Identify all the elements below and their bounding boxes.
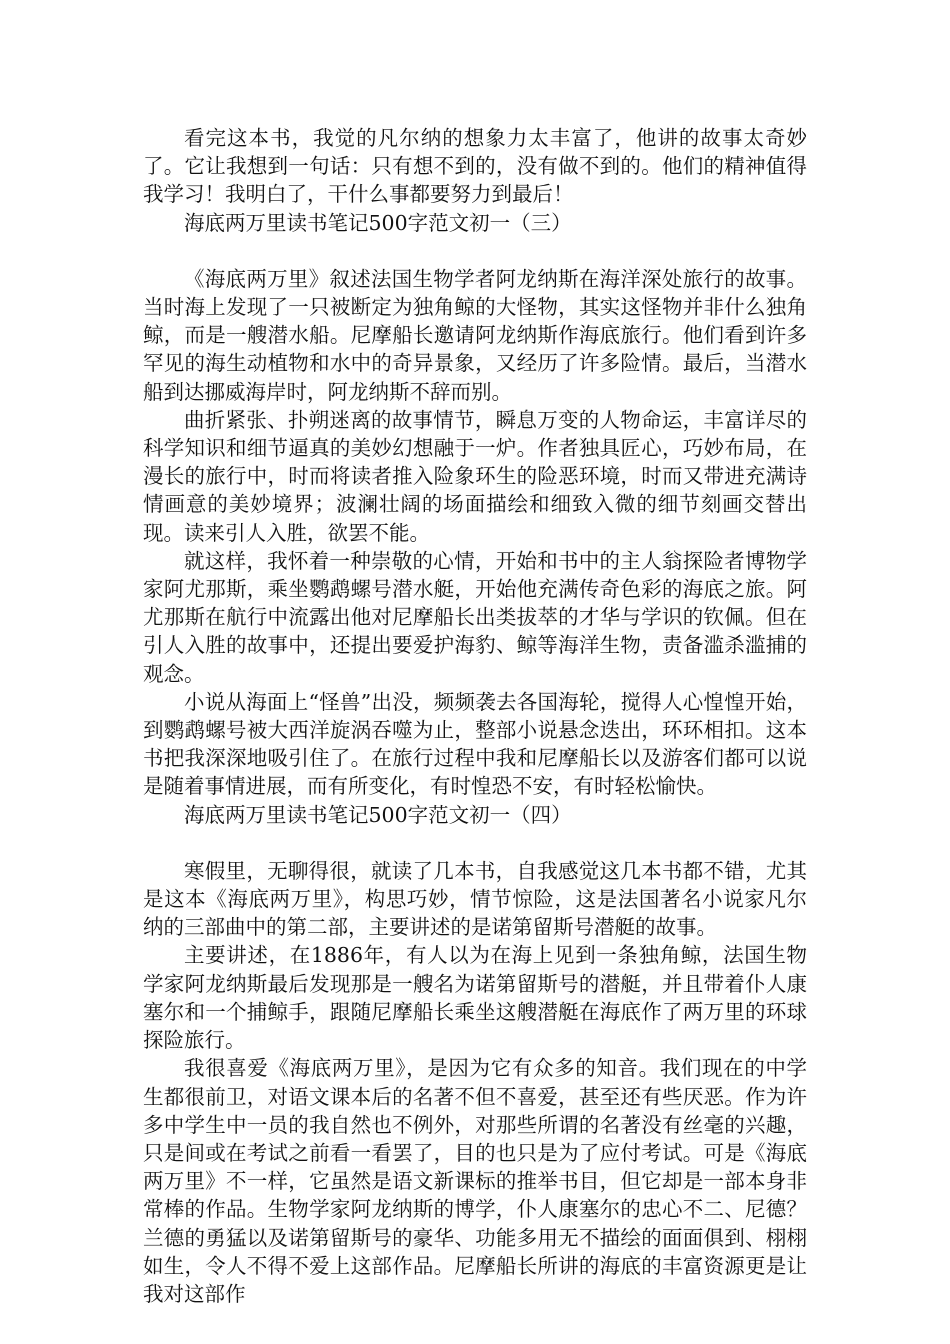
paragraph-suspense: 小说从海面上“怪兽”出没，频频袭去各国海轮，搅得人心惶惶开始，到鹦鹉螺号被大西洋旋涡吞噬为止，整部小说悬念迭出，环环相扣。这本书把我深深地吸引住了。在旅行过程中我和尼摩船长以及游客们都可以说是随着事情进展，而有所变化，有时惶恐不安，有时轻松愉快。	[143, 689, 807, 799]
section-heading-4: 海底两万里读书笔记500字范文初一（四）	[184, 802, 572, 827]
section-heading-3: 海底两万里读书笔记500字范文初一（三）	[184, 210, 572, 235]
document-body	[143, 124, 807, 1308]
paragraph-story: 主要讲述，在1886年，有人以为在海上见到一条独角鲸，法国生物学家阿龙纳斯最后发现那是一艘名为诺第留斯号的潜艇，并且带着仆人康塞尔和一个捕鲸手，跟随尼摩船长乘坐这艘潜艇在海底作了两万里的环球探险旅行。	[143, 943, 807, 1053]
paragraph-summary: 《海底两万里》叙述法国生物学者阿龙纳斯在海洋深处旅行的故事。当时海上发现了一只被断定为独角鲸的大怪物，其实这怪物并非什么独角鲸，而是一艘潜水船。尼摩船长邀请阿龙纳斯作海底旅行。他们看到许多罕见的海生动植物和水中的奇异景象，又经历了许多险情。最后，当潜水船到达挪威海岸时，阿龙纳斯不辞而别。	[143, 266, 807, 404]
paragraph-reflection: 我很喜爱《海底两万里》，是因为它有众多的知音。我们现在的中学生都很前卫，对语文课本后的名著不但不喜爱，甚至还有些厌恶。作为许多中学生中一员的我自然也不例外，对那些所谓的名著没有丝毫的兴趣，只是间或在考试之前看一看罢了，目的也只是为了应付考试。可是《海底两万里》不一样，它虽然是语文新课标的推举书目，但它却是一部本身非常棒的作品。生物学家阿龙纳斯的博学，仆人康塞尔的忠心不二、尼德？兰德的勇猛以及诺第留斯号的豪华、功能多用无不描绘的面面俱到、栩栩如生，令人不得不爱上这部作品。尼摩船长所讲的海底的丰富资源更是让我对这部作	[143, 1056, 807, 1306]
paragraph-plot: 曲折紧张、扑朔迷离的故事情节，瞬息万变的人物命运，丰富详尽的科学知识和细节逼真的美妙幻想融于一炉。作者独具匠心，巧妙布局，在漫长的旅行中，时而将读者推入险象环生的险恶环境，时而又带进充满诗情画意的美妙境界；波澜壮阔的场面描绘和细致入微的细节刻画交替出现。读来引人入胜，欲罢不能。	[143, 407, 807, 545]
paragraph-conclusion: 看完这本书，我觉的凡尔纳的想象力太丰富了，他讲的故事太奇妙了。它让我想到一句话：只有想不到的，没有做不到的。他们的精神值得我学习！我明白了，干什么事都要努力到最后！	[143, 126, 807, 207]
paragraph-journey: 就这样，我怀着一种崇敬的心情，开始和书中的主人翁探险者博物学家阿尤那斯，乘坐鹦鹉螺号潜水艇，开始他充满传奇色彩的海底之旅。阿尤那斯在航行中流露出他对尼摩船长出类拔萃的才华与学识的钦佩。但在引人入胜的故事中，还提出要爱护海豹、鲸等海洋生物，责备滥杀滥捕的观念。	[143, 548, 807, 686]
paragraph-winter-break: 寒假里，无聊得很，就读了几本书，自我感觉这几本书都不错，尤其是这本《海底两万里》，构思巧妙，情节惊险，这是法国著名小说家凡尔纳的三部曲中的第二部，主要讲述的是诺第留斯号潜艇的故事。	[143, 858, 807, 940]
